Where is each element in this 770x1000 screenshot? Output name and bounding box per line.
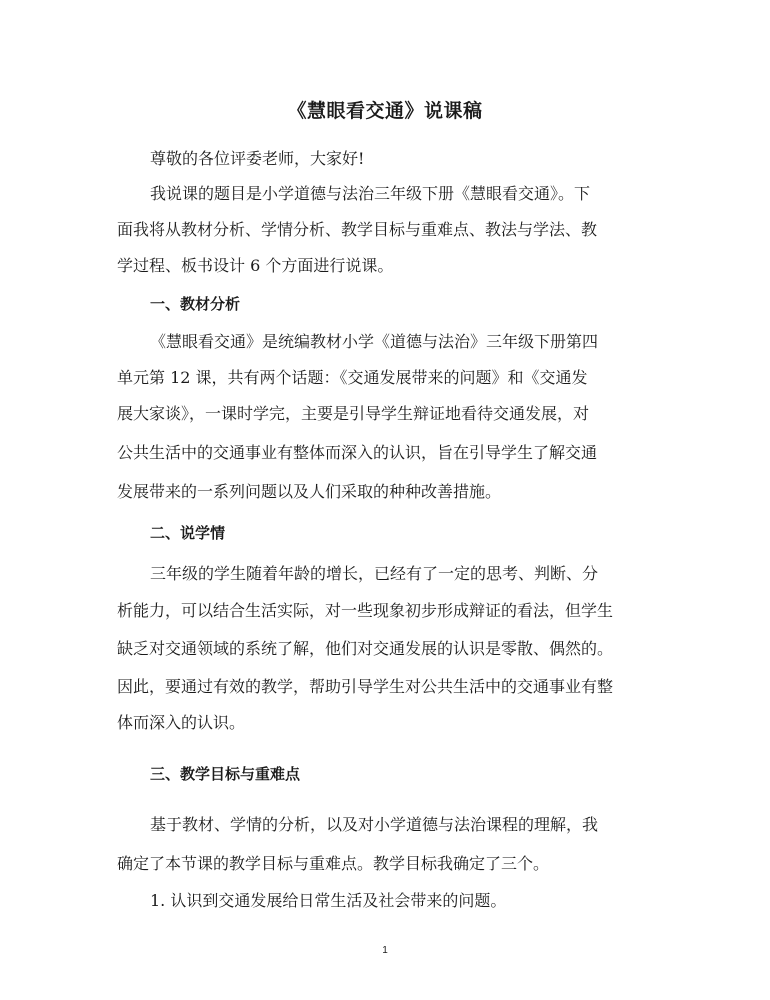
textbook-line-1: 《慧眼看交通》是统编教材小学《道德与法治》三年级下册第四: [150, 332, 599, 351]
goals-line-2: 确定了本节课的教学目标与重难点。教学目标我确定了三个。: [117, 854, 550, 873]
textbook-line-5: 发展带来的一系列问题以及人们采取的种种改善措施。: [117, 482, 502, 501]
textbook-line-2: 单元第 12 课，共有两个话题：《交通发展带来的问题》和《交通发: [117, 368, 588, 387]
students-line-2: 析能力，可以结合生活实际，对一些现象初步形成辩证的看法，但学生: [117, 601, 614, 620]
students-line-4: 因此，要通过有效的教学，帮助引导学生对公共生活中的交通事业有整: [117, 677, 614, 696]
students-line-3: 缺乏对交通领域的系统了解，他们对交通发展的认识是零散、偶然的。: [117, 639, 614, 658]
document-title: 《慧眼看交通》说课稿: [287, 100, 483, 122]
students-line-5: 体而深入的认识。: [117, 713, 246, 732]
intro-line-3: 学过程、板书设计 6 个方面进行说课。: [117, 256, 394, 275]
greeting-line: 尊敬的各位评委老师，大家好!: [150, 149, 365, 168]
page-number: 1: [382, 945, 388, 956]
students-line-1: 三年级的学生随着年龄的增长，已经有了一定的思考、判断、分: [150, 564, 599, 583]
section-heading-students: 二、说学情: [150, 524, 226, 542]
intro-line-1: 我说课的题目是小学道德与法治三年级下册《慧眼看交通》。下: [150, 184, 591, 203]
intro-line-2: 面我将从教材分析、学情分析、教学目标与重难点、教法与学法、教: [117, 220, 598, 239]
textbook-line-3: 展大家谈》，一课时学完，主要是引导学生辩证地看待交通发展，对: [117, 404, 590, 423]
section-heading-textbook: 一、教材分析: [150, 295, 241, 313]
textbook-line-4: 公共生活中的交通事业有整体而深入的认识，旨在引导学生了解交通: [117, 443, 598, 462]
goal-item-1: 1. 认识到交通发展给日常生活及社会带来的问题。: [150, 891, 507, 910]
section-heading-goals: 三、教学目标与重难点: [150, 765, 301, 783]
goals-line-1: 基于教材、学情的分析，以及对小学道德与法治课程的理解，我: [150, 815, 599, 834]
